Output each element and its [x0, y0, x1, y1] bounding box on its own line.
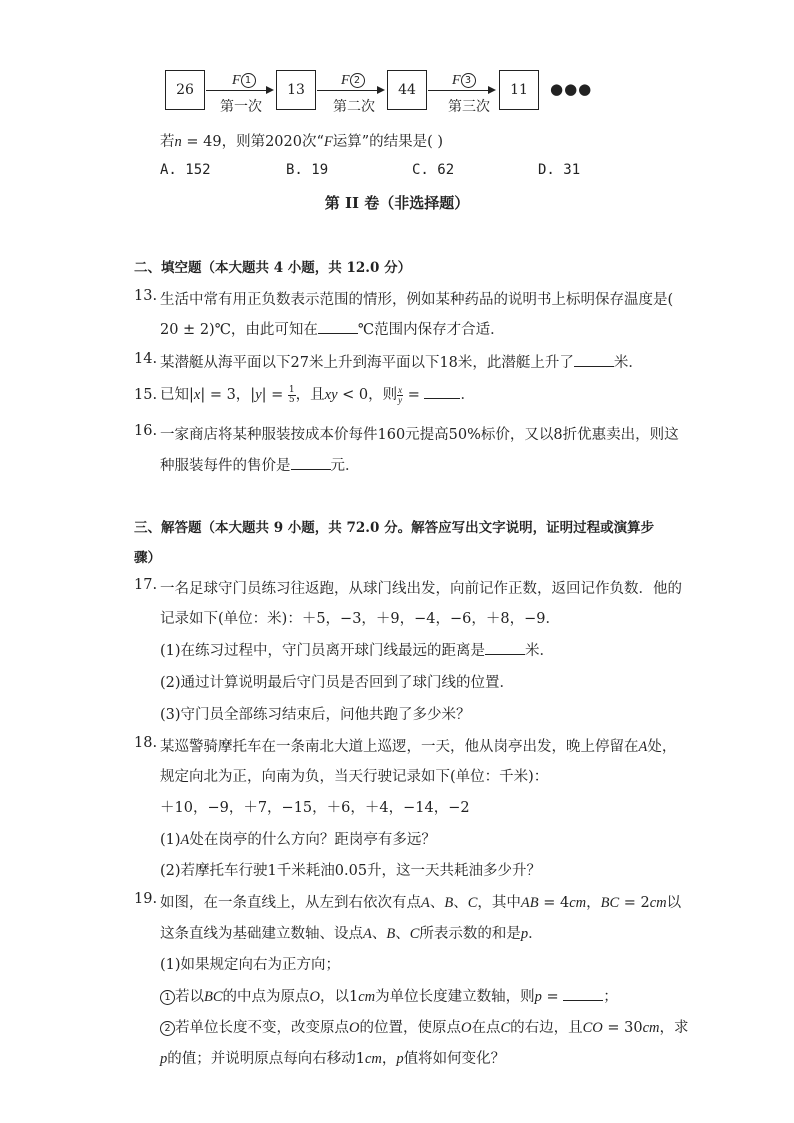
q12-option-c[interactable]: C. 62 — [412, 162, 455, 178]
f-label-2: F 2 — [341, 72, 365, 89]
q15-number: 15. — [134, 387, 158, 403]
q17-part2: (2)通过计算说明最后守门员是否回到了球门线的位置． — [160, 675, 515, 691]
q13-line1: 生活中常有用正负数表示范围的情形，例如某种药品的说明书上标明保存温度是( — [160, 292, 674, 308]
q14-number: 14. — [134, 351, 158, 367]
q14-text: 某潜艇从海平面以下27米上升到海平面以下18米，此潜艇上升了 米． — [160, 355, 643, 371]
q15-fraction: $\frac{1}{5}$ — [288, 384, 295, 405]
q19-line2: 这条直线为基础建立数轴、设点A、B、C所表示数的和是p． — [160, 926, 543, 942]
step-label-3: 第三次 — [448, 99, 490, 115]
q16-number: 16. — [134, 423, 158, 439]
diagram-box-4: 11 — [499, 70, 539, 110]
diagram-box-1: 26 — [165, 70, 205, 110]
q14-blank[interactable] — [574, 356, 614, 367]
q17-line1: 一名足球守门员练习往返跑，从球门线出发，向前记作正数，返回记作负数．他的 — [160, 581, 682, 597]
arrow-1 — [206, 90, 272, 91]
q17-number: 17. — [134, 577, 158, 593]
diagram-box-2: 13 — [276, 70, 316, 110]
diagram-box-3: 44 — [387, 70, 427, 110]
q17-part3: (3)守门员全部练习结束后，问他共跑了多少米？ — [160, 707, 471, 723]
arrow-2 — [317, 90, 383, 91]
q18-records: ＋10，−9，＋7，−15，＋6，＋4，−14，−2 — [160, 800, 470, 816]
section3-header-line1: 三、解答题（本大题共 9 小题，共 72.0 分。解答应写出文字说明，证明过程或演算步 — [134, 520, 655, 536]
q13-number: 13. — [134, 288, 158, 304]
f-label-3: F 3 — [452, 72, 476, 89]
q12-option-a[interactable]: A. 152 — [160, 162, 211, 178]
section3-header-line2: 骤） — [134, 550, 161, 566]
q15-ratio: $\frac{x}{y}$ — [398, 384, 403, 405]
step-label-2: 第二次 — [333, 99, 375, 115]
q19-sub1: 1 若以BC的中点为原点O，以1cm为单位长度建立数轴，则p = ； — [160, 985, 618, 1006]
q13-line2: 20 ± 2)℃，由此可知在 ℃范围内保存才合适． — [160, 322, 505, 338]
q12-option-b[interactable]: B. 19 — [286, 162, 329, 178]
q19-sub2-cont: p的值；并说明原点每向右移动1cm，p值将如何变化？ — [160, 1051, 506, 1067]
q12-option-d[interactable]: D. 31 — [538, 162, 581, 178]
step-label-1: 第一次 — [220, 99, 262, 115]
ellipsis-dots: ●●● — [550, 80, 593, 98]
q19-line1: 如图，在一条直线上，从左到右依次有点A、B、C，其中AB = 4cm，BC = 2cm以 — [160, 895, 682, 911]
q15-text: 已知|x| = 3，|y| = $\frac{1}{5}$ ，且xy < 0，则 $\frac{x}{y}$ = ． — [160, 384, 475, 405]
q17-blank[interactable] — [485, 644, 525, 655]
q16-line2: 种服装每件的售价是 元． — [160, 458, 360, 474]
q18-number: 18. — [134, 735, 158, 751]
q19-sub2: 2 若单位长度不变，改变原点O的位置，使原点O在点C的右边，且CO = 30cm，求 — [160, 1016, 689, 1037]
q13-blank[interactable] — [318, 323, 358, 334]
q17-part1: (1)在练习过程中，守门员离开球门线最远的距离是 米． — [160, 643, 555, 659]
q12-stem: 若n = 49，则第2020次“F运算”的结果是( ) — [160, 134, 444, 150]
q18-line2: 规定向北为正，向南为负，当天行驶记录如下(单位：千米)： — [160, 769, 549, 785]
q18-part2: (2)若摩托车行驶1千米耗油0.05升，这一天共耗油多少升？ — [160, 863, 542, 879]
q19-number: 19. — [134, 891, 158, 907]
q18-line1: 某巡警骑摩托车在一条南北大道上巡逻，一天，他从岗亭出发，晚上停留在A处， — [160, 739, 677, 755]
q15-blank[interactable] — [424, 388, 460, 399]
q19-part1: (1)如果规定向右为正方向； — [160, 957, 341, 973]
f-label-1: F 1 — [232, 72, 256, 89]
q18-part1: (1)A处在岗亭的什么方向？距岗亭有多远？ — [160, 832, 436, 848]
section2-header: 二、填空题（本大题共 4 小题，共 12.0 分） — [134, 260, 412, 276]
q16-line1: 一家商店将某种服装按成本价每件160元提高50%标价，又以8折优惠卖出，则这 — [160, 427, 679, 443]
q16-blank[interactable] — [291, 459, 331, 470]
arrow-3 — [428, 90, 494, 91]
q19-blank[interactable] — [563, 990, 603, 1001]
part2-title: 第 II 卷（非选择题） — [324, 194, 470, 212]
q17-line2: 记录如下(单位：米)：＋5，−3，＋9，−4，−6，＋8，−9． — [160, 611, 560, 627]
